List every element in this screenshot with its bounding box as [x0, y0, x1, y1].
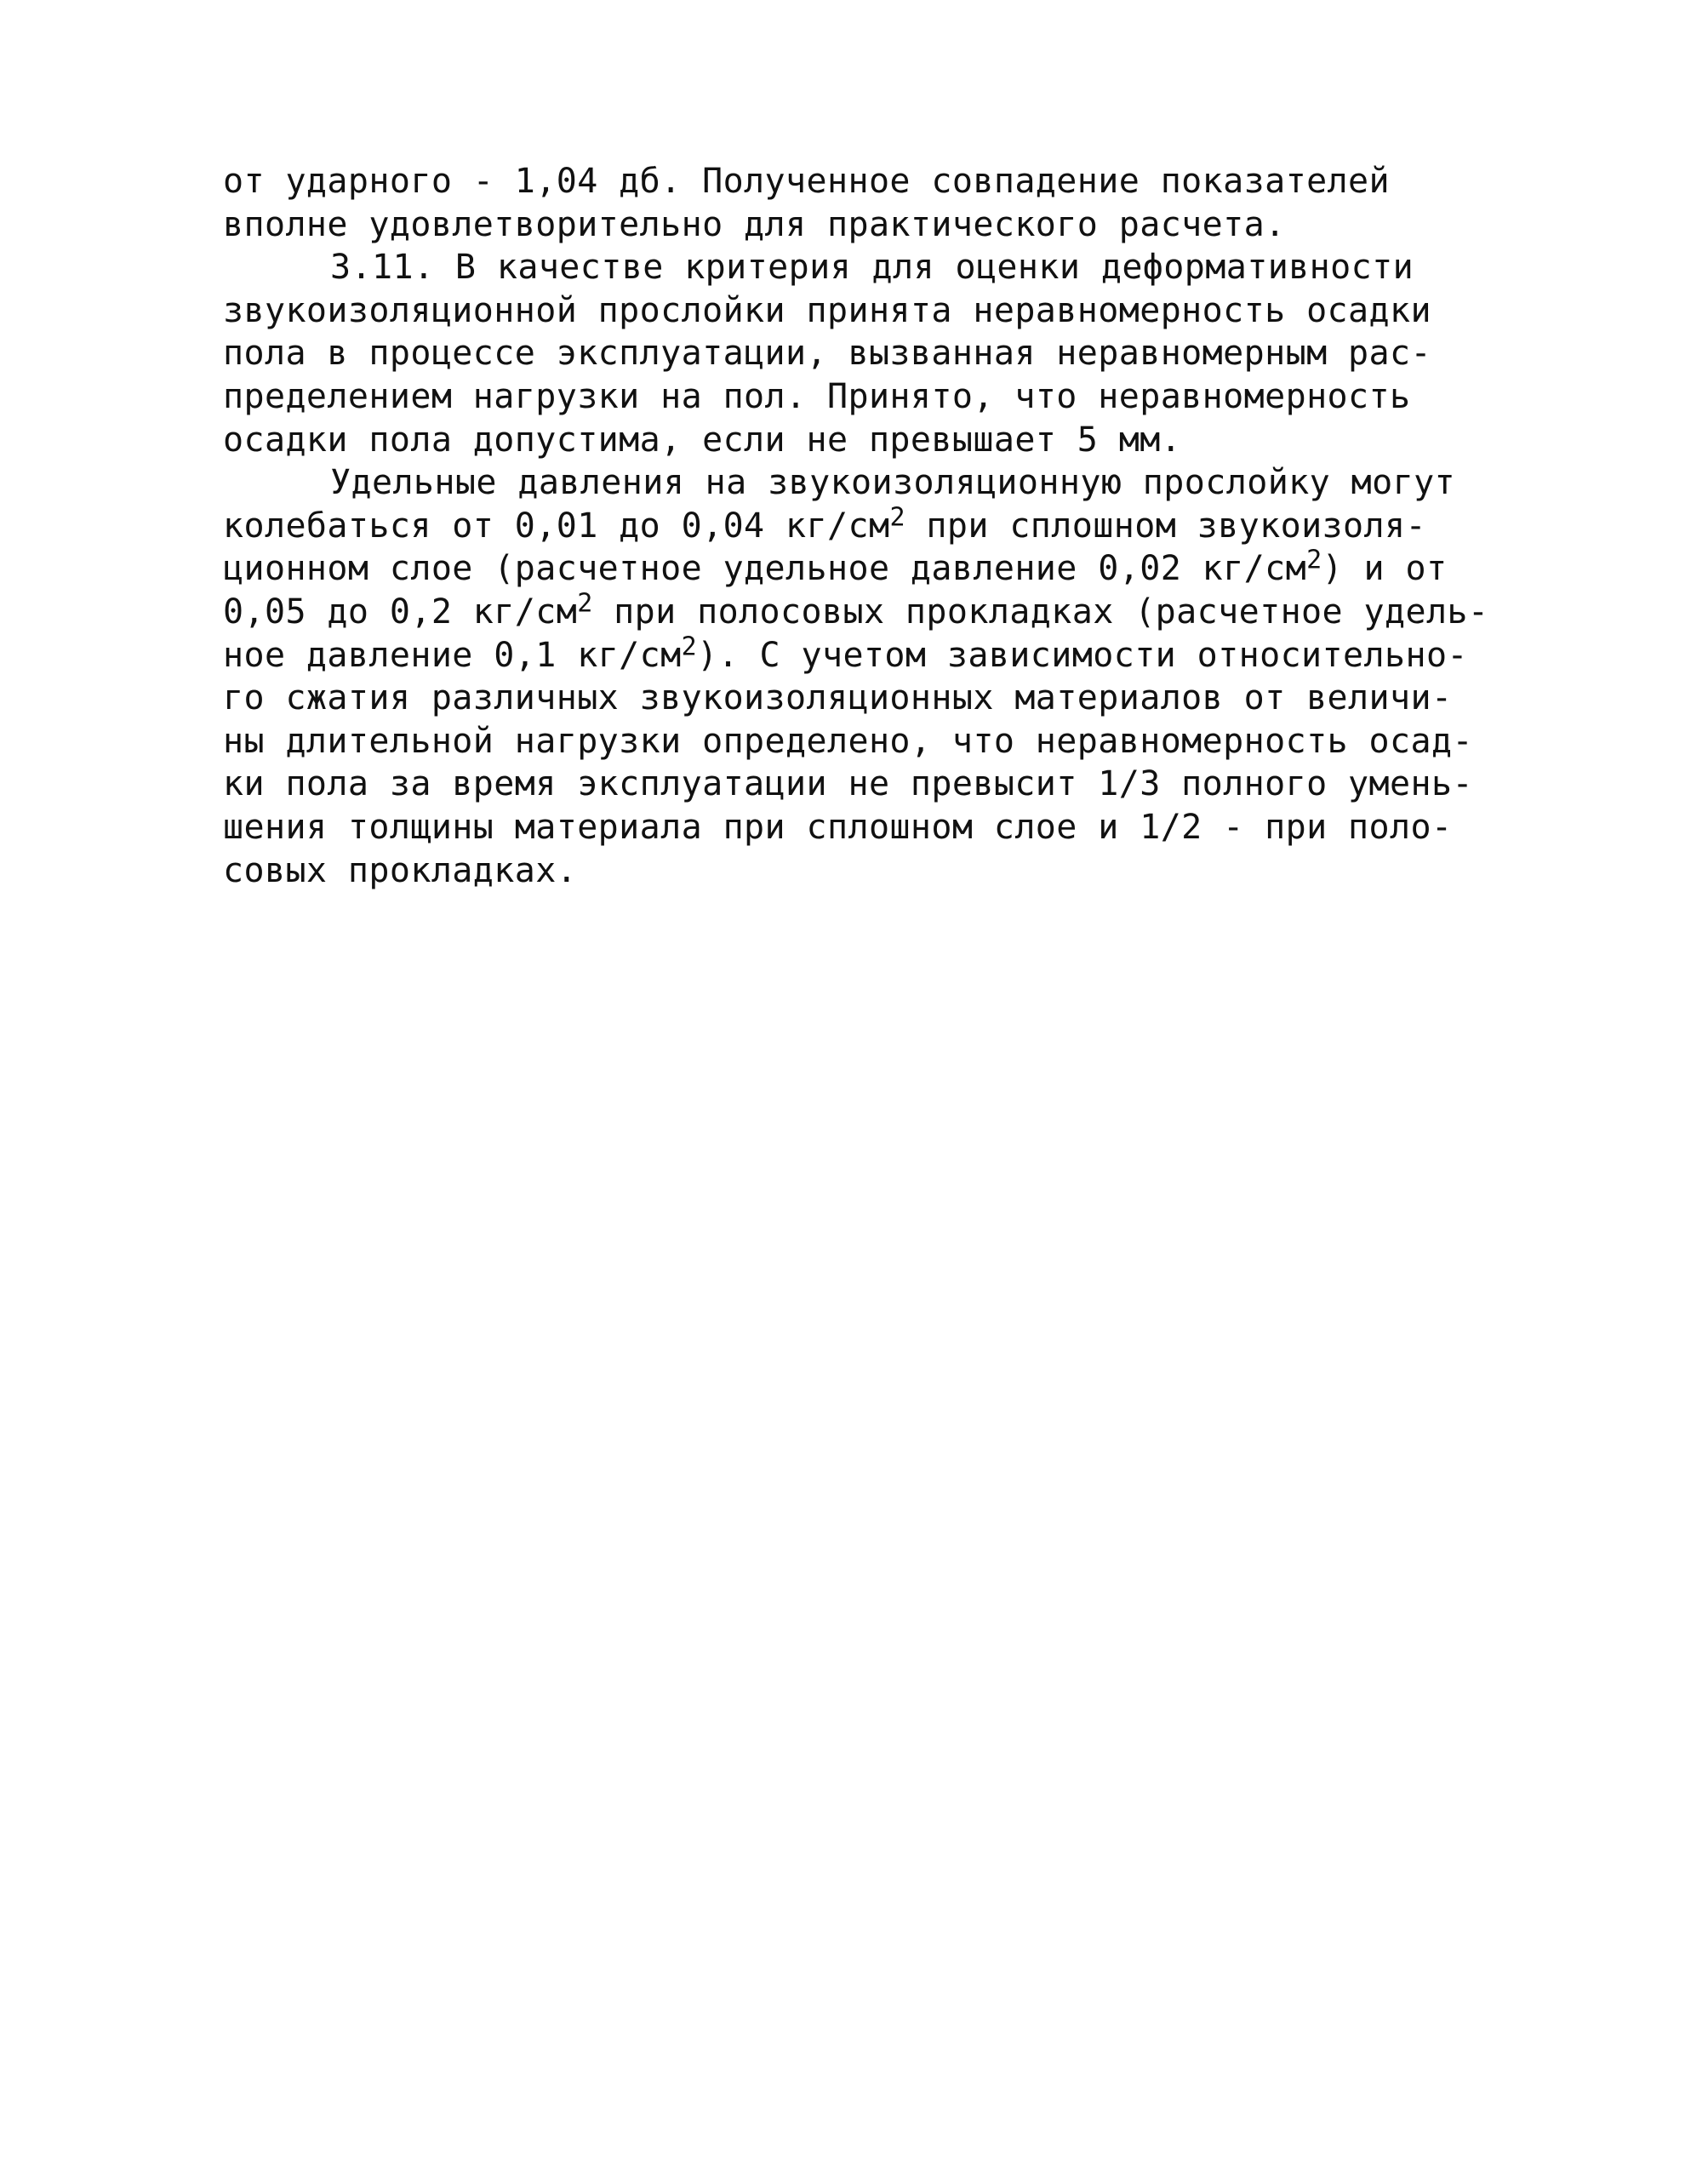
superscript: 2 [1306, 545, 1322, 575]
text-line [223, 547, 1499, 591]
text-span: колебаться от 0,01 до 0,04 кг/см [223, 506, 890, 546]
text-line: шения толщины материала при сплошном слое и 1/2 - при поло- [223, 807, 1453, 847]
text-line: от ударного - 1,04 дб. Полученное совпадение показателей [223, 162, 1390, 201]
text-span: при сплошном звукоизоля- [905, 506, 1426, 546]
text-line: го сжатия различных звукоизоляционных материалов от величи- [223, 678, 1453, 718]
text-span: ). С учетом зависимости относительно- [697, 635, 1468, 675]
superscript: 2 [577, 588, 593, 619]
text-span: 0,05 до 0,2 кг/см [223, 592, 578, 632]
text-line [223, 634, 1499, 677]
text-line: пределением нагрузки на пол. Принято, что неравномерность [223, 376, 1411, 416]
body-text [223, 160, 1499, 892]
paragraph-3 [223, 461, 1499, 892]
text-line: ки пола за время эксплуатации не превысит 1/3 полного умень- [223, 764, 1473, 804]
text-line: пола в процессе эксплуатации, вызванная неравномерным рас- [223, 334, 1431, 374]
text-line: ны длительной нагрузки определено, что неравномерность осад- [223, 721, 1473, 761]
text-span: при полосовых прокладках (расчетное удель- [592, 592, 1489, 632]
text-line [223, 502, 1499, 548]
text-line [223, 588, 1499, 634]
text-line: совых прокладках. [223, 850, 578, 890]
paragraph-1 [223, 160, 1499, 246]
text-line: звукоизоляционной прослойки принята неравномерность осадки [223, 290, 1431, 330]
text-span: ное давление 0,1 кг/см [223, 635, 682, 675]
text-line: Удельные давления на звукоизоляционную прослойку могут [330, 463, 1456, 503]
superscript: 2 [681, 632, 698, 662]
text-line: 3.11. В качестве критерия для оценки деформативности [330, 248, 1414, 288]
text-line: вполне удовлетворительно для практического расчета. [223, 204, 1286, 244]
superscript: 2 [889, 502, 905, 533]
text-span: ) и от [1322, 549, 1448, 589]
text-line: осадки пола допустима, если не превышает 5 мм. [223, 420, 1182, 460]
text-span: ционном слое (расчетное удельное давление 0,02 кг/см [223, 549, 1307, 589]
paragraph-2 [223, 246, 1499, 461]
